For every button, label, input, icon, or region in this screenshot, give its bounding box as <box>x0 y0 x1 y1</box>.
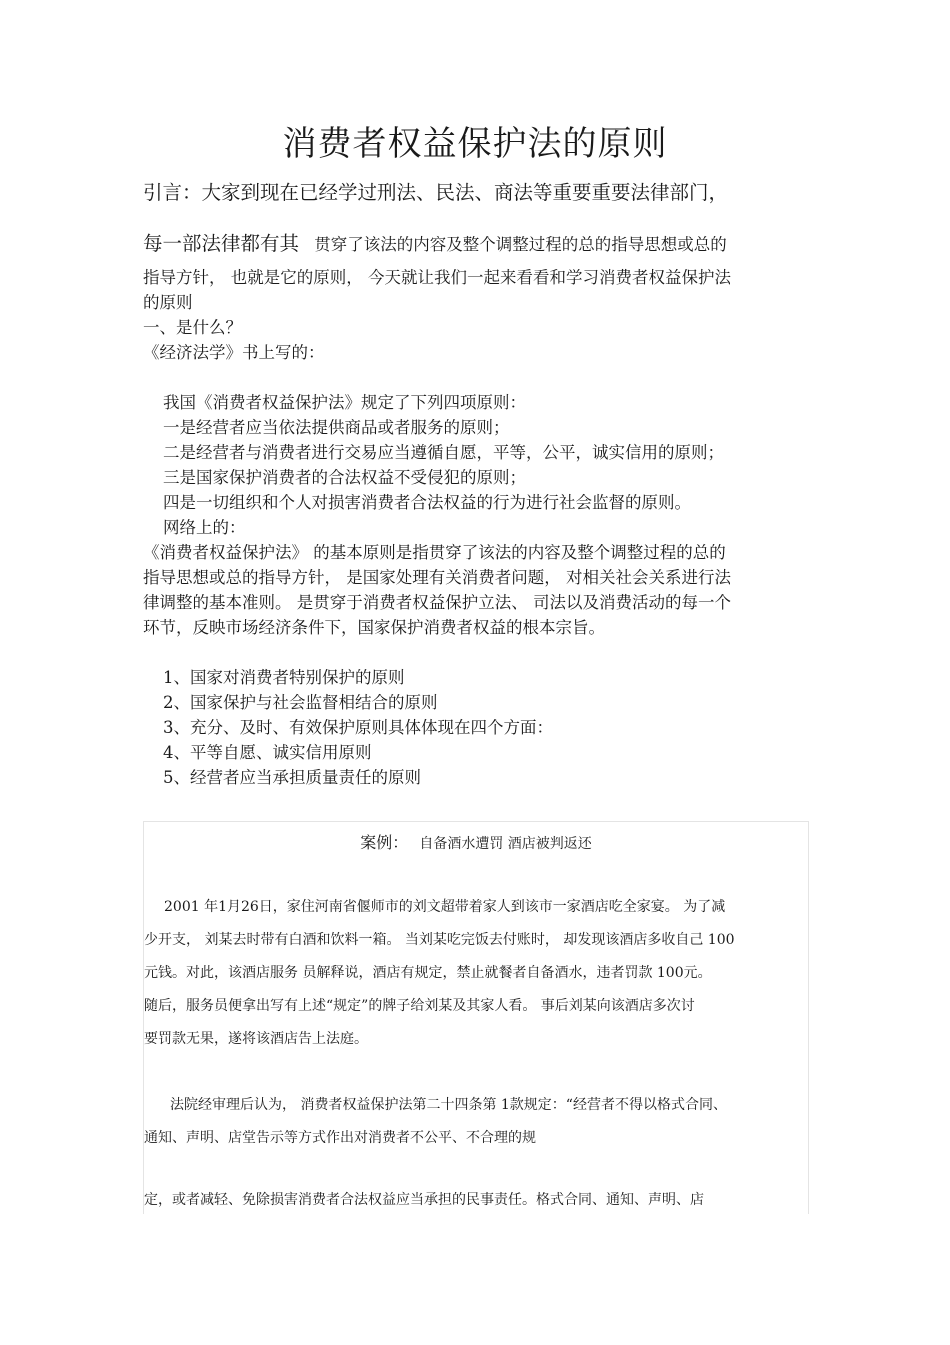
numbered-principle: 4、平等自愿、诚实信用原则 <box>163 743 372 762</box>
page-title: 消费者权益保护法的原则 <box>282 124 668 164</box>
case-title: 自备酒水遭罚 酒店被判返还 <box>419 836 592 852</box>
principle-item: 一是经营者应当依法提供商品或者服务的原则； <box>163 418 510 437</box>
case-para2-line: 通知、声明、店堂告示等方式作出对消费者不公平、不合理的规 <box>144 1130 536 1146</box>
online-text-line: 环节，反映市场经济条件下，国家保护消费者权益的根本宗旨。 <box>143 618 605 637</box>
case-para1-line: 随后，服务员便拿出写有上述“规定”的牌子给刘某及其家人看。 事后刘某向该酒店多次讨 <box>144 998 695 1014</box>
principle-item: 三是国家保护消费者的合法权益不受侵犯的原则； <box>163 468 526 487</box>
case-label: 案例： <box>360 833 409 852</box>
case-heading <box>144 832 808 855</box>
online-label: 网络上的： <box>163 518 246 537</box>
case-para1-line: 要罚款无果，遂将该酒店告上法庭。 <box>144 1031 368 1047</box>
section-heading: 一、是什么？ <box>143 318 242 337</box>
intro-line-2 <box>143 230 727 258</box>
intro-line-1: 引言：大家到现在已经学过刑法、民法、商法等重要重要法律部门， <box>143 181 729 204</box>
intro-line-4: 的原则 <box>143 293 193 312</box>
numbered-principle: 3、充分、及时、有效保护原则具体体现在四个方面： <box>163 718 553 737</box>
numbered-principle: 5、经营者应当承担质量责任的原则 <box>163 768 421 787</box>
case-para3-line: 定，或者减轻、免除损害消费者合法权益应当承担的民事责任。格式合同、通知、声明、店 <box>144 1192 704 1208</box>
online-text-line: 律调整的基本准则。 是贯穿于消费者权益保护立法、 司法以及消费活动的每一个 <box>143 593 731 612</box>
online-text-line: 《消费者权益保护法》 的基本原则是指贯穿了该法的内容及整个调整过程的总的 <box>143 543 726 562</box>
online-text-line: 指导思想或总的指导方针， 是国家处理有关消费者问题， 对相关社会关系进行法 <box>143 568 731 587</box>
numbered-principle: 2、国家保护与社会监督相结合的原则 <box>163 693 438 712</box>
case-box <box>143 821 809 1214</box>
principle-item: 二是经营者与消费者进行交易应当遵循自愿，平等，公平，诚实信用的原则； <box>163 443 724 462</box>
principles-lead: 我国《消费者权益保护法》规定了下列四项原则： <box>163 393 526 412</box>
case-para1-line: 少开支， 刘某去时带有白酒和饮料一箱。 当刘某吃完饭去付账时， 却发现该酒店多收自己 100 <box>144 932 735 948</box>
case-para1-line: 2001 年1月26日，家住河南省偃师市的刘文超带着家人到该市一家酒店吃全家宴。 为了减 <box>164 899 726 915</box>
case-para1-line: 元钱。对此，该酒店服务 员解释说，酒店有规定，禁止就餐者自备酒水，违者罚款 100元。 <box>144 965 712 981</box>
principle-item: 四是一切组织和个人对损害消费者合法权益的行为进行社会监督的原则。 <box>163 493 691 512</box>
source-label: 《经济法学》书上写的： <box>143 343 325 362</box>
intro-line-2-small: 贯穿了该法的内容及整个调整过程的总的指导思想或总的 <box>314 235 727 254</box>
intro-line-3: 指导方针， 也就是它的原则， 今天就让我们一起来看看和学习消费者权益保护法 <box>143 268 731 287</box>
numbered-principle: 1、国家对消费者特别保护的原则 <box>163 668 405 687</box>
case-para2-line: 法院经审理后认为， 消费者权益保护法第二十四条第 1款规定：“经营者不得以格式合同、 <box>170 1097 727 1113</box>
intro-line-2-large: 每一部法律都有其 <box>143 232 300 255</box>
